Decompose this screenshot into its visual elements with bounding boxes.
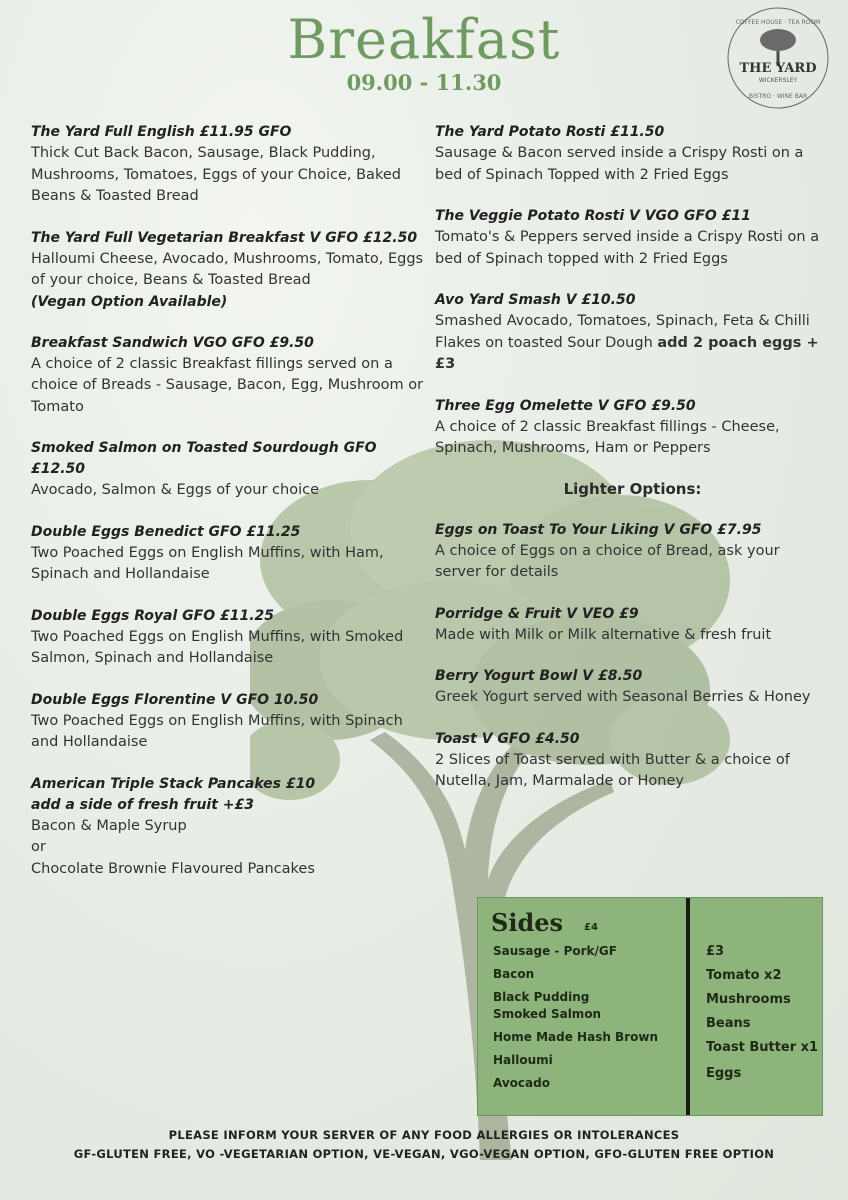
menu-item-title: Smoked Salmon on Toasted Sourdough GFO £12.50 (31, 440, 377, 477)
sides-title: Sides (491, 908, 564, 937)
menu-item-description: A choice of 2 classic Breakfast fillings - Cheese, Spinach, Mushrooms, Ham or Peppers (435, 418, 780, 456)
menu-item-title: The Yard Full Vegetarian Breakfast V GFO £12.50 (31, 229, 418, 246)
menu-item-title: The Yard Potato Rosti £11.50 (435, 124, 665, 140)
page-title: Breakfast (287, 8, 561, 71)
menu-item-title: Double Eggs Florentine V GFO 10.50 (31, 691, 319, 708)
menu-item-description (435, 311, 830, 376)
svg-text:COFFEE HOUSE · TEA ROOM: COFFEE HOUSE · TEA ROOM (735, 19, 821, 26)
menu-item-title: Avo Yard Smash V £10.50 (435, 292, 636, 308)
menu-item (435, 396, 830, 460)
side-item: Toast Butter x1 (706, 1040, 819, 1055)
side-item: Smoked Salmon (493, 1007, 602, 1021)
menu-item-title: Porridge & Fruit V VEO £9 (435, 605, 639, 622)
menu-item-description-text: Smashed Avocado, Tomatoes, Spinach, Feta & Chilli Flakes on toasted Sour Dough (435, 313, 810, 351)
menu-item-title: American Triple Stack Pancakes £10 (31, 775, 316, 792)
menu-item-title: Double Eggs Royal GFO £11.25 (31, 607, 275, 624)
allergy-footer (0, 1126, 848, 1164)
menu-item (435, 290, 830, 376)
menu-item-option: Chocolate Brownie Flavoured Pancakes (31, 860, 315, 877)
sides-left-list (493, 944, 683, 1090)
menu-item-subtitle: add a side of fresh fruit +£3 (31, 796, 254, 813)
menu-item-description: Two Poached Eggs on English Muffins, with Ham, Spinach and Hollandaise (31, 544, 384, 582)
menu-item-title: Berry Yogurt Bowl V £8.50 (435, 668, 643, 684)
svg-text:WICKERSLEY: WICKERSLEY (758, 77, 798, 84)
menu-item-description: A choice of Eggs on a choice of Bread, ask your server for details (435, 542, 780, 580)
menu-item-description: Tomato's & Peppers served inside a Crispy Rosti on a bed of Spinach topped with 2 Fried Eggs (435, 229, 820, 267)
side-item: Home Made Hash Brown (493, 1030, 658, 1044)
menu-item-description: Halloumi Cheese, Avocado, Mushrooms, Tomato, Eggs of your choice, Beans & Toasted Bread (31, 250, 424, 288)
sides-box (477, 897, 823, 1116)
menu-item-or: or (31, 839, 46, 855)
menu-right-column (435, 122, 830, 813)
sides-divider (686, 898, 690, 1115)
menu-item-title: Double Eggs Benedict GFO £11.25 (31, 523, 301, 540)
sides-right-price: £3 (706, 944, 725, 959)
menu-item (435, 666, 830, 709)
svg-text:THE YARD: THE YARD (739, 61, 817, 76)
menu-item-title: The Yard Full English £11.95 GFO (31, 124, 292, 140)
menu-item (435, 206, 830, 270)
allergy-notice: PLEASE INFORM YOUR SERVER OF ANY FOOD ALLERGIES OR INTOLERANCES (168, 1128, 680, 1142)
menu-item-description: Two Poached Eggs on English Muffins, with Spinach and Hollandaise (31, 712, 403, 750)
menu-item-description: 2 Slices of Toast served with Butter & a choice of Nutella, Jam, Marmalade or Honey (435, 751, 790, 789)
side-item: Eggs (706, 1066, 742, 1081)
menu-item (31, 438, 426, 502)
side-item: Black Pudding (493, 990, 590, 1004)
side-item: Avocado (493, 1076, 550, 1090)
the-yard-logo (724, 4, 832, 112)
menu-item (31, 522, 426, 586)
menu-item-title: Toast V GFO £4.50 (435, 730, 580, 747)
menu-item-extra: add 2 poach eggs +£3 (435, 334, 819, 372)
menu-item (31, 333, 426, 419)
menu-item (435, 520, 830, 584)
menu-item-title: Eggs on Toast To Your Liking V GFO £7.95 (435, 521, 762, 538)
menu-item-note: (Vegan Option Available) (31, 293, 228, 310)
menu-item (31, 606, 426, 670)
menu-item (31, 690, 426, 754)
lighter-options-heading: Lighter Options: (563, 479, 702, 498)
menu-item-pancakes (31, 774, 426, 881)
side-item: Halloumi (493, 1053, 553, 1067)
menu-item-description: Avocado, Salmon & Eggs of your choice (31, 482, 319, 498)
menu-item-description: Sausage & Bacon served inside a Crispy Rosti on a bed of Spinach Topped with 2 Fried Eggs (435, 145, 804, 183)
menu-item-title: The Veggie Potato Rosti V VGO GFO £11 (435, 208, 751, 224)
menu-item-title: Breakfast Sandwich VGO GFO £9.50 (31, 334, 314, 351)
menu-item (435, 729, 830, 793)
menu-item (435, 604, 830, 647)
svg-text:BISTRO · WINE BAR: BISTRO · WINE BAR (748, 93, 808, 100)
menu-item-title: Three Egg Omelette V GFO £9.50 (435, 397, 696, 414)
side-item: Mushrooms (706, 992, 791, 1007)
menu-item-description: A choice of 2 classic Breakfast fillings served on a choice of Breads - Sausage, Bacon, Egg, Mushroom or Tomato (31, 355, 424, 415)
sides-right-list (706, 944, 821, 1081)
menu-item-description: Thick Cut Back Bacon, Sausage, Black Pudding, Mushrooms, Tomatoes, Eggs of your Choice, Baked Beans & Toasted Bread (31, 145, 401, 204)
serving-hours: 09.00 - 11.30 (346, 70, 502, 95)
menu-item (31, 228, 426, 313)
menu-item (31, 122, 426, 208)
dietary-key: GF-GLUTEN FREE, VO -VEGETARIAN OPTION, VE-VEGAN, VGO-VEGAN OPTION, GFO-GLUTEN FREE OPTION (73, 1147, 775, 1161)
sides-left-price: £4 (584, 922, 598, 933)
menu-item-option: Bacon & Maple Syrup (31, 817, 187, 834)
side-item: Sausage - Pork/GF (493, 944, 617, 958)
menu-item-description: Made with Milk or Milk alternative & fresh fruit (435, 626, 772, 643)
menu-item-description: Two Poached Eggs on English Muffins, with Smoked Salmon, Spinach and Hollandaise (31, 628, 404, 666)
menu-item-description: Greek Yogurt served with Seasonal Berries & Honey (435, 689, 811, 705)
side-item: Beans (706, 1016, 751, 1031)
menu-item (435, 122, 830, 186)
side-item: Tomato x2 (706, 968, 782, 983)
side-item: Bacon (493, 967, 535, 981)
menu-left-column (31, 122, 426, 900)
